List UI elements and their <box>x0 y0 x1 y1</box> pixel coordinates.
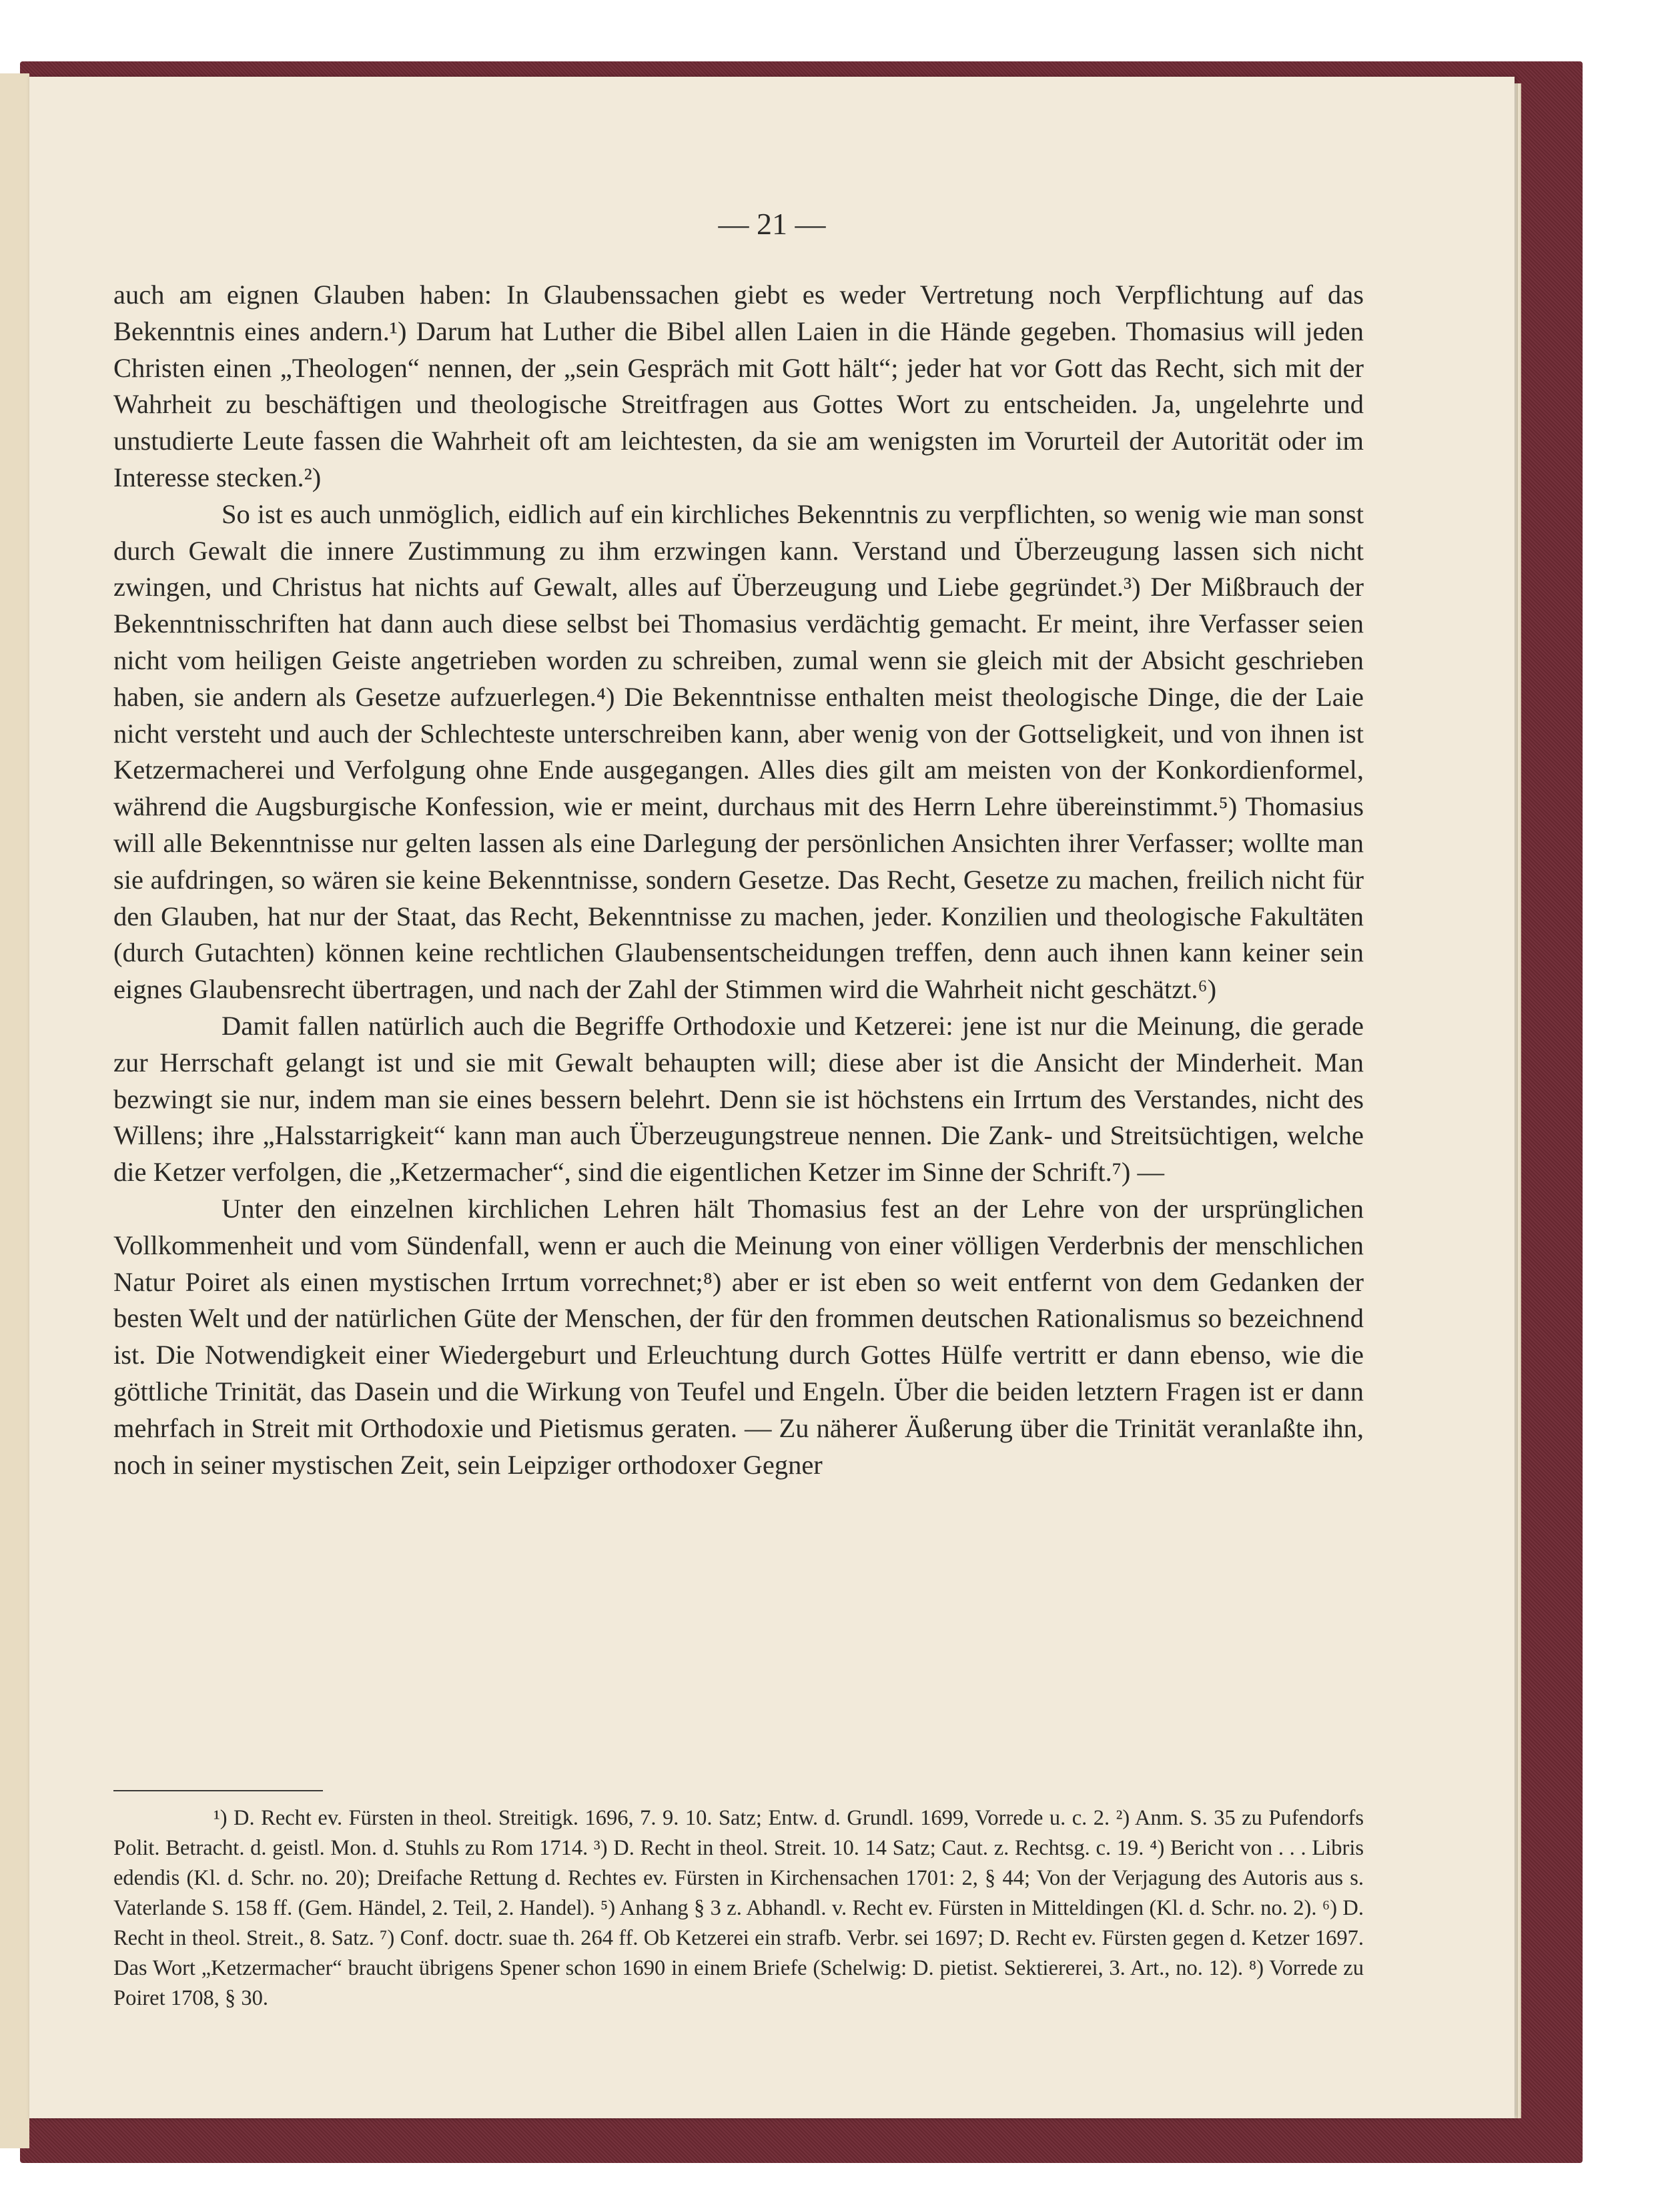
page-number: — 21 — <box>718 207 826 241</box>
paragraph-1: auch am eignen Glauben haben: In Glaubenssachen giebt es weder Vertretung noch Verpflichtung auf das Bekenntnis eines andern.¹) Darum hat Luther die Bibel allen Laien in die Hände gegeben. Thomasius will jeden Christen einen „Theologen“ nennen, der „sein Gespräch mit Gott hält“; jeder hat vor Gott das Recht, sich mit der Wahrheit zu beschäftigen und theologische Streitfragen aus Gottes Wort zu entscheiden. Ja, ungelehrte und unstudierte Leute fassen die Wahrheit oft am leichtesten, da sie am wenigsten im Vorurteil der Autorität oder im Interesse stecken.²) <box>113 280 1364 492</box>
book-page <box>29 77 1515 2118</box>
paragraph-3: Damit fallen natürlich auch die Begriffe Orthodoxie und Ketzerei: jene ist nur die Meinung, die gerade zur Herrschaft gelangt ist und sie mit Gewalt behaupten will; diese aber ist die Ansicht der Minderheit. Man bezwingt sie nur, indem man sie eines bessern belehrt. Denn sie ist höchstens ein Irrtum des Verstandes, nicht des Willens; ihre „Halsstarrigkeit“ kann man auch Überzeugungstreue nennen. Die Zank- und Streitsüchtigen, welche die Ketzer verfolgen, die „Ketzermacher“, sind die eigentlichen Ketzer im Sinne der Schrift.⁷) — <box>113 1010 1364 1188</box>
footnotes <box>113 1803 1364 2014</box>
footnote-text: ¹) D. Recht ev. Fürsten in theol. Streitigk. 1696, 7. 9. 10. Satz; Entw. d. Grundl. 1699, Vorrede u. c. 2. ²) Anm. S. 35 zu Pufendorfs Polit. Betracht. d. geistl. Mon. d. Stuhls zu Rom 1714. ³) D. Recht in theol. Streit. 10. 14 Satz; Caut. z. Rechtsg. c. 19. ⁴) Bericht von . . . Libris edendis (Kl. d. Schr. no. 20); Dreifache Rettung d. Rechtes ev. Fürsten in Kirchensachen 1701: 2, § 44; Von der Verjagung des Autoris aus s. Vaterlande S. 158 ff. (Gem. Händel, 2. Teil, 2. Handel). ⁵) Anhang § 3 z. Abhandl. v. Recht ev. Fürsten in Mitteldingen (Kl. d. Schr. no. 2). ⁶) D. Recht in theol. Streit., 8. Satz. ⁷) Conf. doctr. suae th. 264 ff. Ob Ketzerei ein strafb. Verbr. sei 1697; D. Recht ev. Fürsten gegen d. Ketzer 1697. Das Wort „Ketzermacher“ braucht übrigens Spener schon 1690 in einem Briefe (Schelwig: D. pietist. Sektiererei, 3. Art., no. 12). ⁸) Vorrede zu Poiret 1708, § 30. <box>113 1806 1364 2010</box>
paragraph-4: Unter den einzelnen kirchlichen Lehren hält Thomasius fest an der Lehre von der ursprünglichen Vollkommenheit und vom Sündenfall, wenn er auch die Meinung von einer völligen Verderbnis der menschlichen Natur Poiret als einen mystischen Irrtum vorrechnet;⁸) aber er ist eben so weit entfernt von dem Gedanken der besten Welt und der natürlichen Güte der Menschen, der für den frommen deutschen Rationalismus so bezeichnend ist. Die Notwendigkeit einer Wiedergeburt und Erleuchtung durch Gottes Hülfe vertritt er dann ebenso, wie die göttliche Trinität, das Dasein und die Wirkung von Teufel und Engeln. Über die beiden letztern Fragen ist er dann mehrfach in Streit mit Orthodoxie und Pietismus geraten. — Zu näherer Äußerung über die Trinität veranlaßte ihn, noch in seiner mystischen Zeit, sein Leipziger orthodoxer Gegner <box>113 1193 1364 1480</box>
body-text <box>113 277 1364 1483</box>
previous-page-edge <box>0 73 29 2148</box>
footnote-rule <box>113 1790 323 1791</box>
paragraph-2: So ist es auch unmöglich, eidlich auf ein kirchliches Bekenntnis zu verpflichten, so wenig wie man sonst durch Gewalt die innere Zustimmung zu ihm erzwingen kann. Verstand und Überzeugung lassen sich nicht zwingen, und Christus hat nichts auf Gewalt, alles auf Überzeugung und Liebe gegründet.³) Der Mißbrauch der Bekenntnisschriften hat dann auch diese selbst bei Thomasius verdächtig gemacht. Er meint, ihre Verfasser seien nicht vom heiligen Geiste angetrieben worden zu schreiben, zumal wenn sie gleich mit der Absicht geschrieben haben, sie andern als Gesetze aufzuerlegen.⁴) Die Bekenntnisse enthalten meist theologische Dinge, die der Laie nicht versteht und auch der Schlechteste unterschreiben kann, aber wenig von der Gottseligkeit, und von ihnen ist Ketzermacherei und Verfolgung ohne Ende ausgegangen. Alles dies gilt am meisten von der Konkordienformel, während die Augsburgische Konfession, wie er meint, durchaus mit des Herrn Lehre übereinstimmt.⁵) Thomasius will alle Bekenntnisse nur gelten lassen als eine Darlegung der persönlichen Ansichten ihrer Verfasser; wollte man sie aufdringen, so wären sie keine Bekenntnisse, sondern Gesetze. Das Recht, Gesetze zu machen, freilich nicht für den Glauben, hat nur der Staat, das Recht, Bekenntnisse zu machen, jeder. Konzilien und theologische Fakultäten (durch Gutachten) können keine rechtlichen Glaubensentscheidungen treffen, denn auch ihnen kann keiner sein eignes Glaubensrecht übertragen, und nach der Zahl der Stimmen wird die Wahrheit nicht geschätzt.⁶) <box>113 498 1364 1005</box>
